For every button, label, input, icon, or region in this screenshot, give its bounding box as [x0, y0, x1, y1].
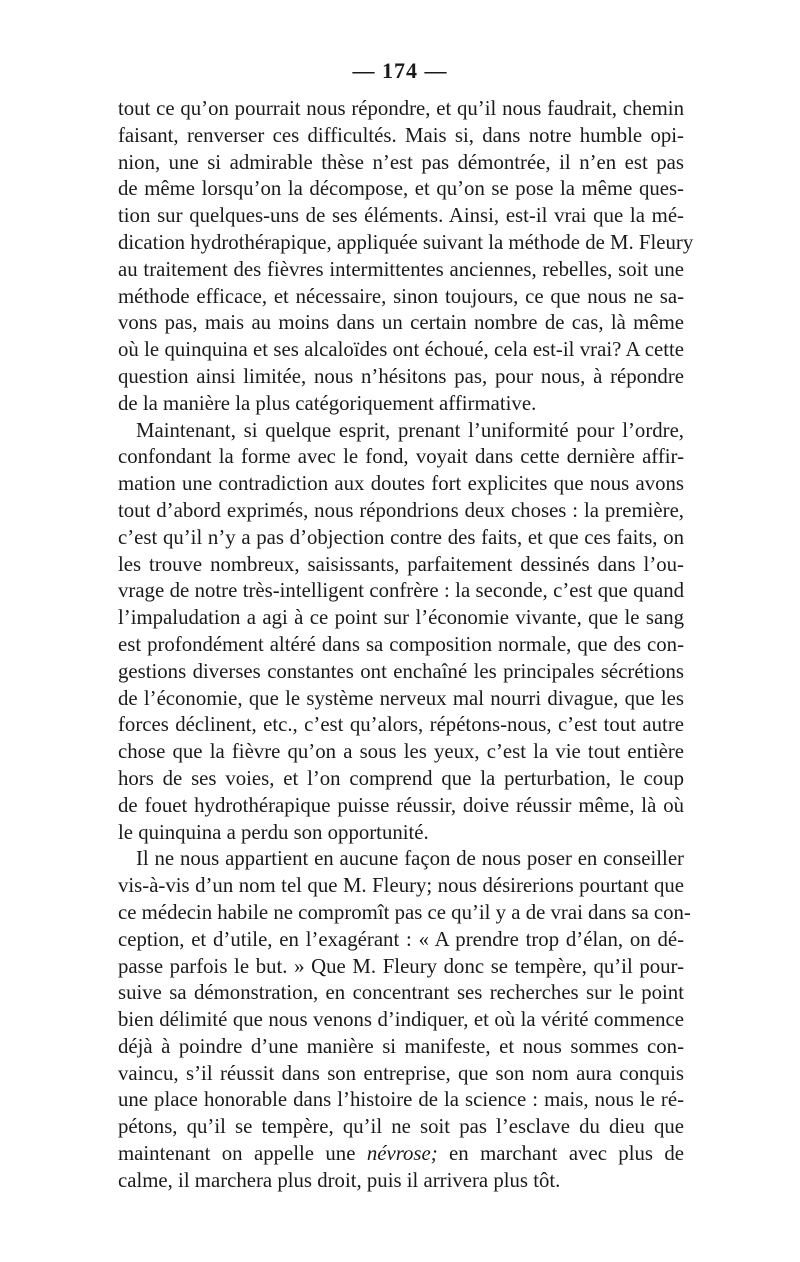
text-line: c’est qu’il n’y a pas d’objection contre des faits, et que ces faits, on	[118, 525, 684, 549]
paragraph	[118, 96, 694, 418]
text-line: mation une contradiction aux doutes fort explicites que nous avons	[118, 472, 684, 496]
text-line: vis-à-vis d’un nom tel que M. Fleury; nous désirerions pourtant que	[118, 874, 684, 898]
text-line: de fouet hydrothérapique puisse réussir, doive réussir même, là où	[118, 793, 684, 817]
text-line: hors de ses voies, et l’on comprend que la perturbation, le coup	[118, 766, 684, 790]
text-line: forces déclinent, etc., c’est qu’alors, répétons-nous, c’est tout autre	[118, 713, 684, 737]
text-line: tout d’abord exprimés, nous répondrions deux choses : la première,	[118, 498, 684, 522]
text-line: question ainsi limitée, nous n’hésitons pas, pour nous, à répondre	[118, 364, 684, 388]
text-line: bien délimité que nous venons d’indiquer, et où la vérité commence	[118, 1008, 684, 1032]
text-line: vaincu, s’il réussit dans son entreprise, que son nom aura conquis	[118, 1061, 684, 1085]
text-line: vons pas, mais au moins dans un certain nombre de cas, là même	[118, 311, 684, 335]
text-line: une place honorable dans l’histoire de la science : mais, nous le ré-	[118, 1088, 684, 1112]
text-line: au traitement des fièvres intermittentes anciennes, rebelles, soit une	[118, 257, 684, 281]
text-line: méthode efficace, et nécessaire, sinon toujours, ce que nous ne sa-	[118, 284, 684, 308]
text-line: Il ne nous appartient en aucune façon de nous poser en conseiller	[136, 847, 684, 871]
text-line: suive sa démonstration, en concentrant ses recherches sur le point	[118, 981, 684, 1005]
text-line: ception, et d’utile, en l’exagérant : « A prendre trop d’élan, on dé-	[118, 927, 684, 951]
text-line: passe parfois le but. » Que M. Fleury donc se tempère, qu’il pour-	[118, 954, 684, 978]
text-line: maintenant on appelle une névrose; en marchant avec plus de	[118, 1142, 684, 1166]
text-line: vrage de notre très-intelligent confrère : la seconde, c’est que quand	[118, 579, 684, 603]
text-line: pétons, qu’il se tempère, qu’il ne soit pas l’esclave du dieu que	[118, 1115, 684, 1139]
text-line: de la manière la plus catégoriquement affirmative.	[118, 391, 537, 415]
body-text	[118, 96, 694, 1195]
text-line: l’impaludation a agi à ce point sur l’économie vivante, que le sang	[118, 606, 684, 630]
text-line: tion sur quelques-uns de ses éléments. Ainsi, est-il vrai que la mé-	[118, 204, 684, 228]
text-line: Maintenant, si quelque esprit, prenant l’uniformité pour l’ordre,	[136, 418, 684, 442]
text-line: de l’économie, que le système nerveux mal nourri divague, que les	[118, 686, 684, 710]
text-line: les trouve nombreux, saisissants, parfaitement dessinés dans l’ou-	[118, 552, 684, 576]
text-line: ce médecin habile ne compromît pas ce qu’il y a de vrai dans sa con-	[118, 900, 691, 924]
text-line: dication hydrothérapique, appliquée suivant la méthode de M. Fleury	[118, 230, 694, 254]
text-line: chose que la fièvre qu’on a sous les yeux, c’est la vie tout entière	[118, 740, 684, 764]
text-line: où le quinquina et ses alcaloïdes ont échoué, cela est-il vrai? A cette	[118, 338, 684, 362]
text-line: nion, une si admirable thèse n’est pas démontrée, il n’en est pas	[118, 150, 684, 174]
text-line: déjà à poindre d’une manière si manifeste, et nous sommes con-	[118, 1034, 684, 1058]
paragraph	[118, 418, 684, 847]
text-line: gestions diverses constantes ont enchaîné les principales sécrétions	[118, 659, 684, 683]
page-number-header: — 174 —	[352, 58, 448, 83]
text-line: faisant, renverser ces difficultés. Mais si, dans notre humble opi-	[118, 123, 684, 147]
italic-term: névrose;	[366, 1142, 438, 1166]
text-line: le quinquina a perdu son opportunité.	[118, 820, 429, 844]
text-line: calme, il marchera plus droit, puis il arrivera plus tôt.	[118, 1168, 561, 1192]
text-line: confondant la forme avec le fond, voyait dans cette dernière affir-	[118, 445, 684, 469]
text-line: tout ce qu’on pourrait nous répondre, et qu’il nous faudrait, chemin	[118, 97, 684, 120]
paragraph	[118, 846, 691, 1194]
text-line: de même lorsqu’on la décompose, et qu’on se pose la même ques-	[118, 177, 684, 201]
text-line: est profondément altéré dans sa composition normale, que des con-	[118, 632, 684, 656]
